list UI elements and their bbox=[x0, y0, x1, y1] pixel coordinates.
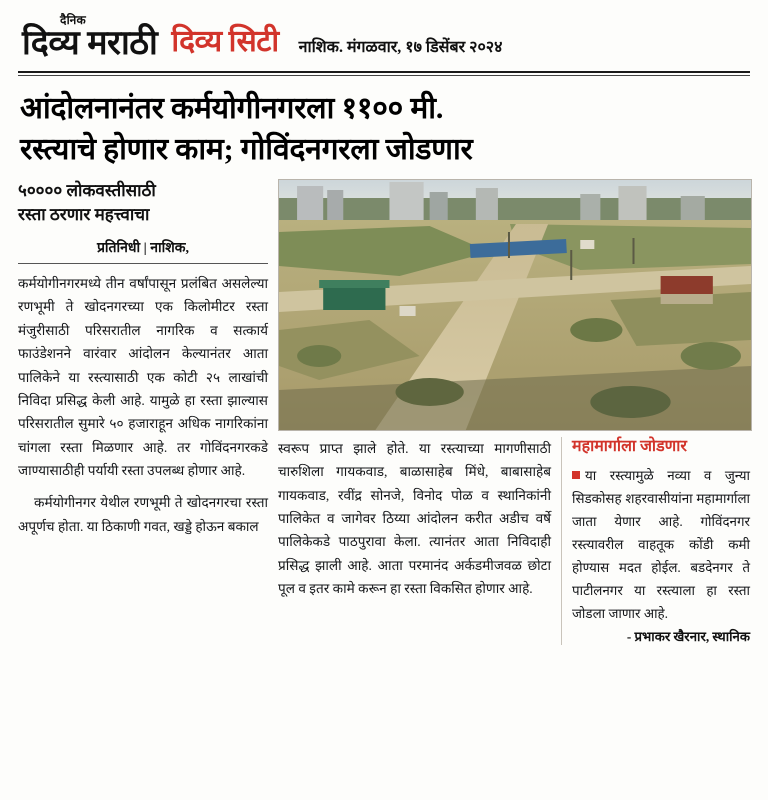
subhead-line-2: रस्ता ठरणार महत्त्वाचा bbox=[18, 205, 150, 225]
byline: प्रतिनिधी | नाशिक, bbox=[96, 241, 190, 257]
edition-date-line: नाशिक. मंगळवार, १७ डिसेंबर २०२४ bbox=[298, 39, 503, 56]
article-subhead bbox=[18, 179, 268, 228]
middle-column bbox=[278, 437, 551, 610]
right-column bbox=[278, 179, 750, 645]
article-lower-section bbox=[278, 437, 750, 645]
sidebar-text: या रस्त्यामुळे नव्या व जुन्या सिडकोसह शहरवासीयांना महामार्गाला जाता येणार आहे. गोविंदनगर रस्त्यावरील वाहतूक कोंडी कमी होण्यास मदत होईल. बडदेनगर ते पाटीलनगर या रस्त्याला हा रस्ता जोडला जाणार आहे. bbox=[572, 467, 750, 621]
sidebar-body bbox=[572, 464, 750, 625]
publication-logo bbox=[22, 14, 157, 61]
article-upper-section bbox=[18, 179, 750, 645]
logo-kicker: दैनिक bbox=[60, 13, 86, 27]
headline-line-2: रस्त्याचे होणार काम; गोविंदनगरला जोडणार bbox=[20, 133, 473, 167]
logo-city-edition: दिव्य सिटी bbox=[171, 25, 279, 58]
byline-rule bbox=[18, 263, 268, 264]
article-headline bbox=[18, 86, 750, 179]
bullet-square-icon bbox=[572, 471, 580, 479]
paragraph: कर्मयोगीनगर येथील रणभूमी ते खोदनगरचा रस्ता अपूर्णच होता. या ठिकाणी गवत, खड्डे होऊन बकाल bbox=[18, 495, 268, 534]
masthead-rule-thick bbox=[18, 71, 750, 73]
left-column bbox=[18, 179, 268, 547]
aerial-road-photo-illustration bbox=[279, 180, 751, 430]
subhead-line-1: ५०००० लोकवस्तीसाठी bbox=[18, 180, 156, 200]
paragraph: कर्मयोगीनगरमध्ये तीन वर्षांपासून प्रलंबित असलेल्या रणभूमी ते खोदनगरच्या एक किलोमीटर रस्ता मंजुरीसाठी परिसरातील नागरिक व सत्कार्य फाउंडेशनने वारंवार आंदोलन केल्यानंतर आता पालिकेने या रस्त्यासाठी एक कोटी २५ लाखांची निविदा प्रसिद्ध केली आहे. यामुळे हा रस्ता झाल्यास परिसरातील सुमारे ५० हजाराहून अधिक नागरिकांना चांगला रस्ता मिळणार आहे. तर गोविंदनगरकडे जाण्यासाठीही पर्यायी रस्ता उपलब्ध होणार आहे. bbox=[18, 276, 268, 479]
article-photo bbox=[278, 179, 752, 431]
column-divider bbox=[561, 437, 562, 645]
masthead bbox=[18, 10, 750, 67]
logo-title: दिव्य मराठी bbox=[22, 25, 158, 62]
headline-line-1: आंदोलनानंतर कर्मयोगीनगरला ११०० मी. bbox=[20, 92, 444, 125]
middle-column-body bbox=[278, 437, 551, 601]
sidebar-credit: - प्रभाकर खैरनार, स्थानिक bbox=[626, 628, 750, 644]
paragraph: स्वरूप प्राप्त झाले होते. या रस्त्याच्या मागणीसाठी चारुशिला गायकवाड, बाळासाहेब मिंधे, बाबासाहेब गायकवाड, रवींद्र सोनजे, विनोद पोळ व स्थानिकांनी पालिकेत व जागेवर ठिय्या आंदोलन करीत अडीच वर्षे पालिकेकडे पाठपुरावा केला. त्यानंतर आता निविदाही प्रसिद्ध झाली आहे. आता परमानंद अर्कडमीजवळ छोटा पूल व इतर कामे करून हा रस्ता विकसित होणार आहे. bbox=[278, 440, 551, 597]
left-column-body bbox=[18, 272, 268, 538]
sidebar-heading: महामार्गाला जोडणार bbox=[572, 437, 687, 455]
masthead-rule-thin bbox=[18, 75, 750, 76]
sidebar-box bbox=[572, 437, 750, 645]
